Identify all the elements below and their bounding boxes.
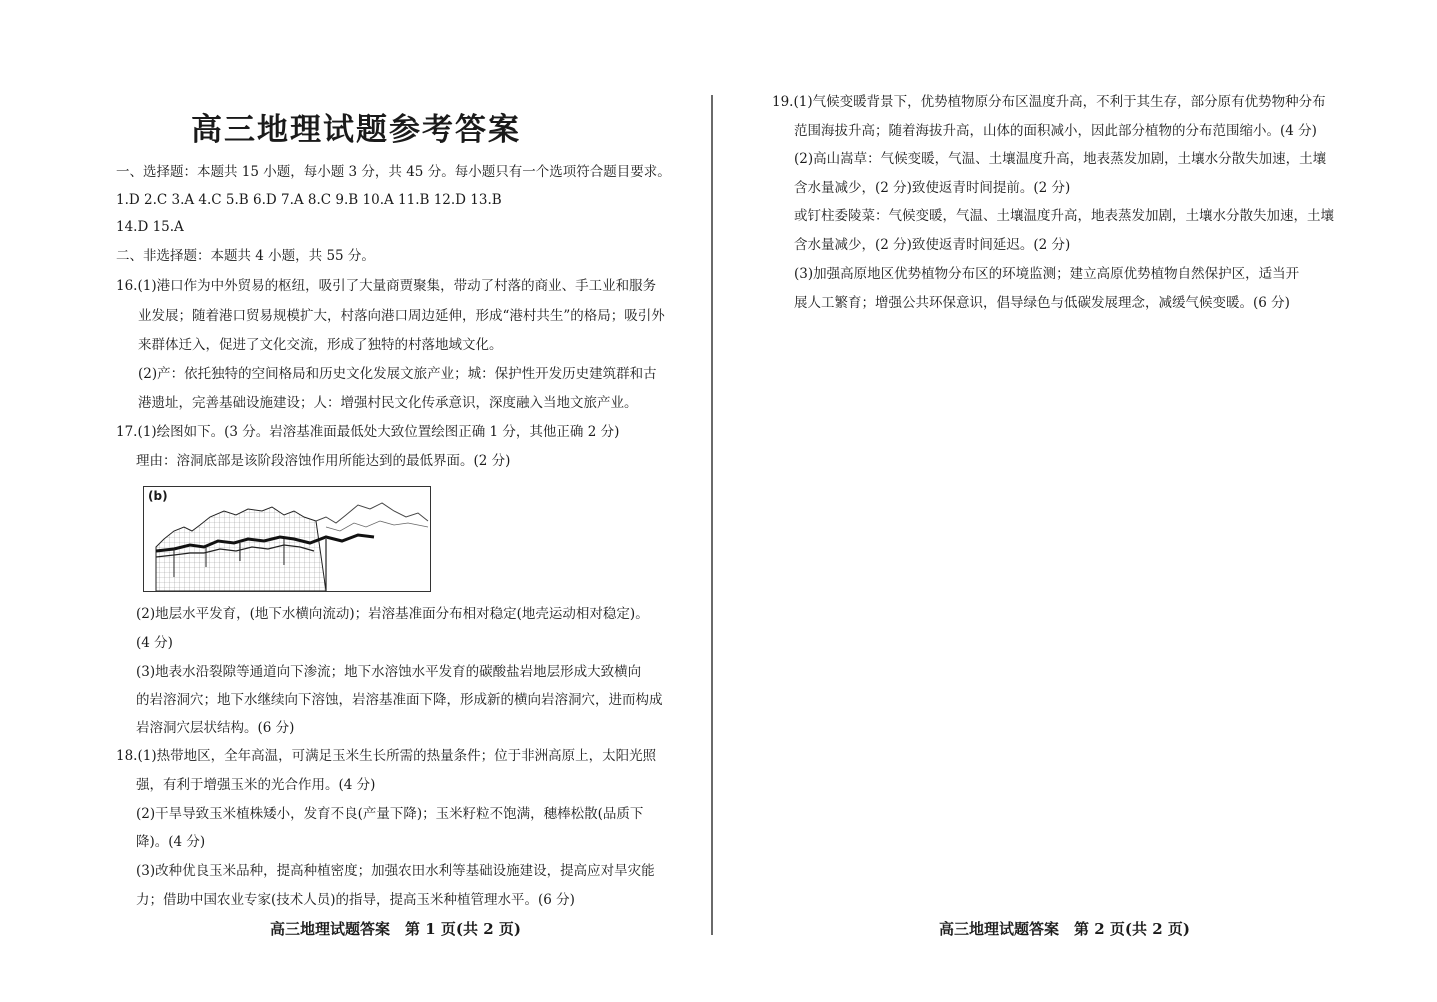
q19-line: 展人工繁育；增强公共环保意识，倡导绿色与低碳发展理念，减缓气候变暖。(6 分) (794, 295, 1290, 311)
q18-line: (3)改种优良玉米品种，提高种植密度；加强农田水利等基础设施建设，提高应对旱灾能 (136, 863, 655, 879)
q18-line: 18.(1)热带地区，全年高温，可满足玉米生长所需的热量条件；位于非洲高原上，太阳光照 (116, 748, 657, 764)
q19-line: 19.(1)气候变暖背景下，优势植物原分布区温度升高，不利于其生存，部分原有优势物种分布 (772, 94, 1326, 110)
q18-line: 强，有利于增强玉米的光合作用。(4 分) (136, 777, 376, 793)
answers-row-1: 1.D 2.C 3.A 4.C 5.B 6.D 7.A 8.C 9.B 10.A 11.B 12.D 13.B (116, 192, 502, 208)
page-divider (711, 95, 713, 935)
answer-page-1 (0, 0, 712, 1002)
answer-page-2 (714, 0, 1437, 1002)
q19-line: 或钉柱委陵菜：气候变暖，气温、土壤温度升高，地表蒸发加剧，土壤水分散失加速，土壤 (794, 208, 1334, 224)
q18-line: 降)。(4 分) (136, 834, 206, 850)
q16-line: (2)产：依托独特的空间格局和历史文化发展文旅产业；城：保护性开发历史建筑群和古 (138, 366, 657, 382)
q17-line: (3)地表水沿裂隙等通道向下渗流；地下水溶蚀水平发育的碳酸盐岩地层形成大致横向 (136, 664, 642, 680)
q16-line: 港遗址，完善基础设施建设；人：增强村民文化传承意识，深度融入当地文旅产业。 (138, 395, 638, 411)
q17-line: (2)地层水平发育，(地下水横向流动)；岩溶基准面分布相对稳定(地壳运动相对稳定)。 (136, 606, 649, 622)
q19-line: 含水量减少，(2 分)致使返青时间延迟。(2 分) (794, 237, 1071, 253)
q17-line: 理由：溶洞底部是该阶段溶蚀作用所能达到的最低界面。(2 分) (136, 453, 511, 469)
q17-line: 岩溶洞穴层状结构。(6 分) (136, 720, 295, 736)
page-title: 高三地理试题参考答案 (191, 112, 521, 148)
section2-header: 二、非选择题：本题共 4 小题，共 55 分。 (116, 248, 375, 264)
q18-line: (2)干旱导致玉米植株矮小，发育不良(产量下降)；玉米籽粒不饱满，穗棒松散(品质下 (136, 806, 644, 822)
section1-header: 一、选择题：本题共 15 小题，每小题 3 分，共 45 分。每小题只有一个选项符合题目要求。 (116, 164, 671, 180)
karst-cross-section-figure (143, 486, 431, 592)
q16-line: 来群体迁入，促进了文化交流，形成了独特的村落地域文化。 (138, 337, 503, 353)
karst-profile-drawing (144, 487, 430, 591)
page-footer: 高三地理试题答案 第 1 页(共 2 页) (270, 920, 521, 938)
q19-line: (2)高山嵩草：气候变暖，气温、土壤温度升高，地表蒸发加剧，土壤水分散失加速，土壤 (794, 151, 1327, 167)
q19-line: 范围海拔升高；随着海拔升高，山体的面积减小，因此部分植物的分布范围缩小。(4 分) (794, 123, 1317, 139)
q16-line: 业发展；随着港口贸易规模扩大，村落向港口周边延伸，形成“港村共生”的格局；吸引外 (138, 308, 665, 324)
q17-line: 的岩溶洞穴；地下水继续向下溶蚀，岩溶基准面下降，形成新的横向岩溶洞穴，进而构成 (136, 692, 663, 708)
q19-line: (3)加强高原地区优势植物分布区的环境监测；建立高原优势植物自然保护区，适当开 (794, 266, 1300, 282)
q19-line: 含水量减少，(2 分)致使返青时间提前。(2 分) (794, 180, 1071, 196)
figure-label: (b) (148, 489, 168, 503)
q17-line: 17.(1)绘图如下。(3 分。岩溶基准面最低处大致位置绘图正确 1 分，其他正确 2 分) (116, 424, 620, 440)
q17-line: (4 分) (136, 635, 173, 651)
page-footer: 高三地理试题答案 第 2 页(共 2 页) (939, 920, 1190, 938)
q18-line: 力；借助中国农业专家(技术人员)的指导，提高玉米种植管理水平。(6 分) (136, 892, 575, 908)
answers-row-2: 14.D 15.A (116, 219, 184, 235)
q16-line: 16.(1)港口作为中外贸易的枢纽，吸引了大量商贾聚集，带动了村落的商业、手工业和服务 (116, 278, 657, 294)
